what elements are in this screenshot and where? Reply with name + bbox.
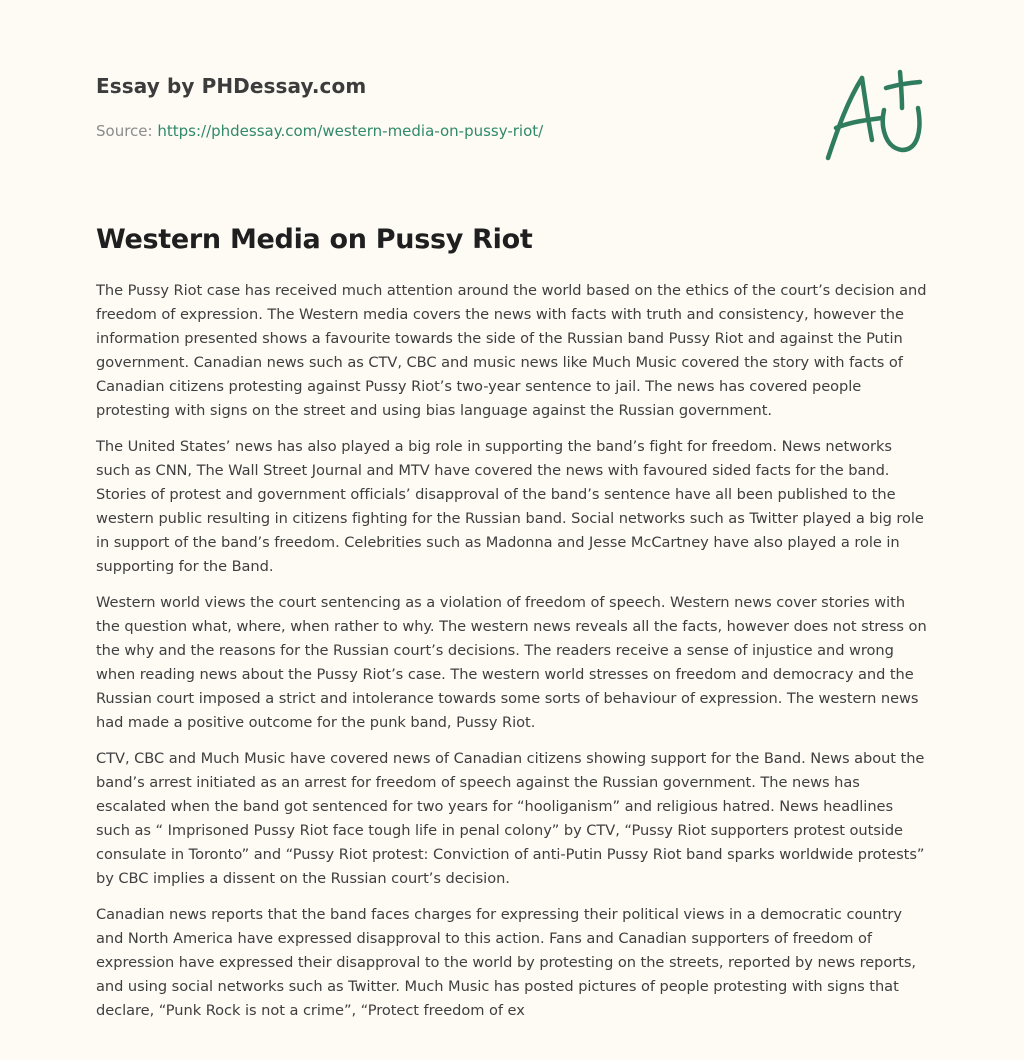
essay-header — [96, 74, 796, 140]
a-plus-logo-icon — [822, 68, 928, 164]
essay-article — [96, 224, 930, 1035]
article-paragraph: The Pussy Riot case has received much attention around the world based on the ethics of the court’s decision and freedom of expression. The Western media covers the news with facts with truth and consistency, however the information presented shows a favourite towards the side of the Russian band Pussy Riot and against the Putin government. Canadian news such as CTV, CBC and music news like Much Music covered the story with facts of Canadian citizens protesting against Pussy Riot’s two-year sentence to jail. The news has covered people protesting with signs on the street and using bias language against the Russian government. — [96, 282, 927, 419]
article-paragraph: Canadian news reports that the band faces charges for expressing their political views in a democratic country and North America have expressed disapproval to this action. Fans and Canadian supporters of freedom of expression have expressed their disapproval to the world by protesting on the streets, reported by news reports, and using social networks such as Twitter. Much Music has posted pictures of people protesting with signs that declare, “Punk Rock is not a crime”, “Protect freedom of ex — [96, 906, 917, 1019]
site-title: Essay by PHDessay.com — [96, 74, 367, 98]
article-paragraph: The United States’ news has also played a big role in supporting the band’s fight for freedom. News networks such as CNN, The Wall Street Journal and MTV have covered the news with favoured sided facts for the band. Stories of protest and government officials’ disapproval of the band’s sentence have all been published to the western public resulting in citizens fighting for the Russian band. Social networks such as Twitter played a big role in support of the band’s freedom. Celebrities such as Madonna and Jesse McCartney have also played a role in supporting for the Band. — [96, 438, 924, 575]
source-link[interactable]: https://phdessay.com/western-media-on-pussy-riot/ — [157, 122, 544, 140]
source-line — [96, 122, 796, 140]
article-paragraph: Western world views the court sentencing as a violation of freedom of speech. Western news cover stories with the question what, where, when rather to why. The western news reveals all the facts, however does not stress on the why and the reasons for the Russian court’s decisions. The readers receive a sense of injustice and wrong when reading news about the Pussy Riot’s case. The western world stresses on freedom and democracy and the Russian court imposed a strict and intolerance towards some sorts of behaviour of expression. The western news had made a positive outcome for the punk band, Pussy Riot. — [96, 594, 927, 731]
article-paragraph: CTV, CBC and Much Music have covered news of Canadian citizens showing support for the Band. News about the band’s arrest initiated as an arrest for freedom of speech against the Russian government. The news has escalated when the band got sentenced for two years for “hooliganism” and religious hatred. News headlines such as “ Imprisoned Pussy Riot face tough life in penal colony” by CTV, “Pussy Riot supporters protest outside consulate in Toronto” and “Pussy Riot protest: Conviction of anti-Putin Pussy Riot band sparks worldwide protests” by CBC implies a dissent on the Russian court’s decision. — [96, 750, 925, 887]
article-title: Western Media on Pussy Riot — [96, 224, 533, 255]
source-label: Source: — [96, 122, 153, 140]
